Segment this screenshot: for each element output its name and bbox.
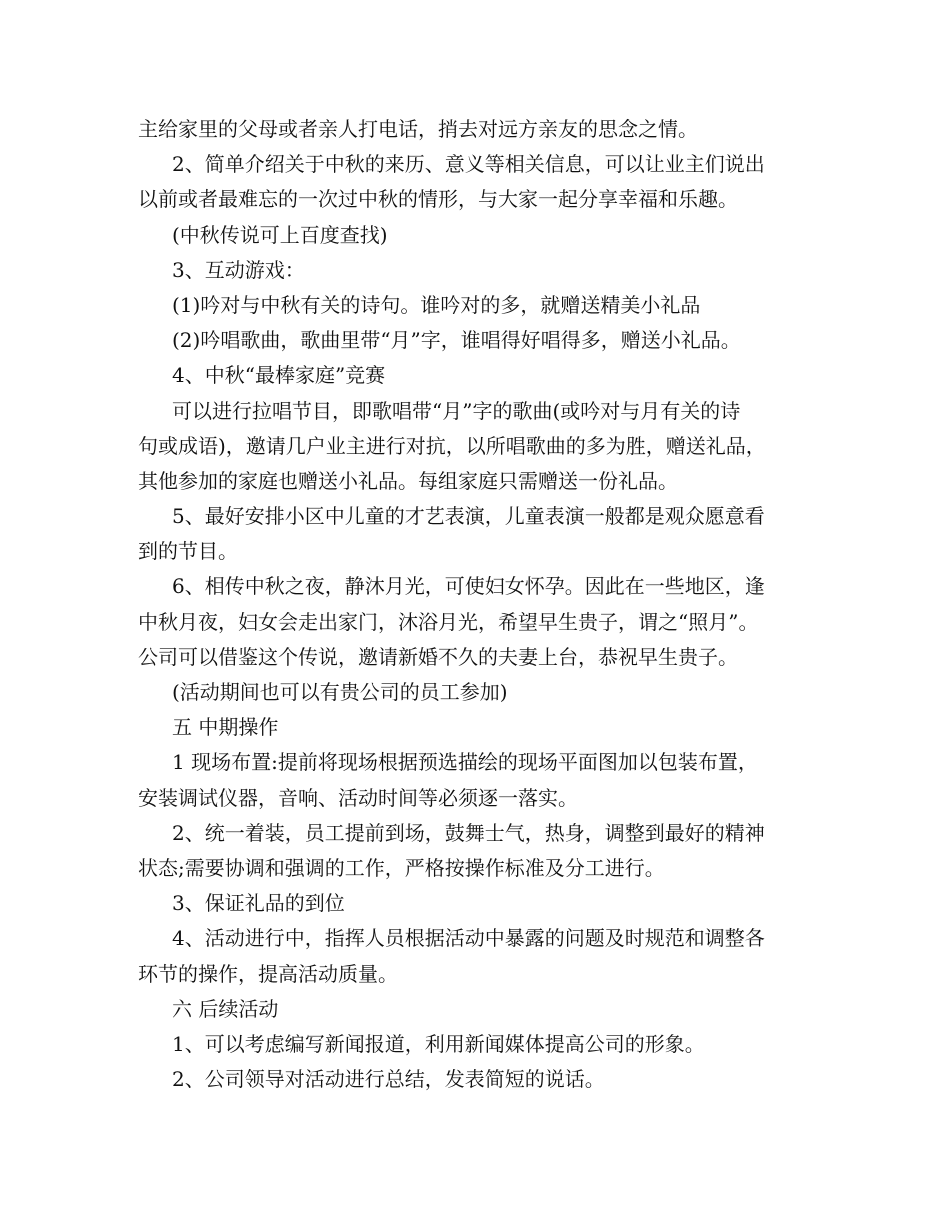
text-line: 5、最好安排小区中儿童的才艺表演，儿童表演一般都是观众愿意看: [172, 504, 765, 529]
text-line: 1、可以考虑编写新闻报道，利用新闻媒体提高公司的形象。: [172, 1031, 705, 1056]
text-line: 3、互动游戏：: [172, 257, 305, 282]
text-line: 可以进行拉唱节目，即歌唱带“月”字的歌曲(或吟对与月有关的诗: [172, 398, 741, 423]
text-line: 到的节目。: [138, 539, 238, 564]
text-line: 五 中期操作: [172, 715, 279, 740]
text-line: 3、保证礼品的到位: [172, 891, 345, 916]
text-line: (2)吟唱歌曲，歌曲里带“月”字，谁唱得好唱得多，赠送小礼品。: [172, 328, 741, 353]
text-line: 环节的操作，提高活动质量。: [138, 961, 398, 986]
text-line: (活动期间也可以有贵公司的员工参加): [172, 680, 508, 704]
text-line: (中秋传说可上百度查找): [172, 222, 388, 247]
text-line: 状态;需要协调和强调的工作，严格按操作标准及分工进行。: [138, 855, 665, 880]
text-line: 4、中秋“最棒家庭”竞赛: [172, 363, 386, 388]
text-line: 4、活动进行中，指挥人员根据活动中暴露的问题及时规范和调整各: [172, 926, 765, 951]
text-line: 句或成语)，邀请几户业主进行对抗，以所唱歌曲的多为胜，赠送礼品，: [138, 433, 766, 458]
text-line: 2、简单介绍关于中秋的来历、意义等相关信息，可以让业主们说出: [172, 152, 765, 177]
document-body: [138, 112, 818, 1097]
text-line: 安装调试仪器，音响、活动时间等必须逐一落实。: [138, 785, 578, 810]
text-line: 1 现场布置:提前将现场根据预选描绘的现场平面图加以包装布置，: [172, 750, 758, 775]
text-line: (1)吟对与中秋有关的诗句。谁吟对的多，就赠送精美小礼品: [172, 292, 701, 317]
text-line: 中秋月夜，妇女会走出家门，沐浴月光，希望早生贵子，谓之“照月”。: [138, 609, 759, 634]
text-line: 2、公司领导对活动进行总结，发表简短的说话。: [172, 1067, 605, 1092]
text-line: 其他参加的家庭也赠送小礼品。每组家庭只需赠送一份礼品。: [138, 468, 678, 493]
text-line: 公司可以借鉴这个传说，邀请新婚不久的夫妻上台，恭祝早生贵子。: [138, 644, 738, 669]
text-line: 主给家里的父母或者亲人打电话，捎去对远方亲友的思念之情。: [138, 117, 698, 141]
text-line: 6、相传中秋之夜，静沐月光，可使妇女怀孕。因此在一些地区，逢: [172, 574, 765, 599]
text-line: 2、统一着装，员工提前到场，鼓舞士气，热身，调整到最好的精神: [172, 820, 765, 845]
text-line: 以前或者最难忘的一次过中秋的情形，与大家一起分享幸福和乐趣。: [138, 187, 738, 212]
text-line: 六 后续活动: [172, 996, 279, 1021]
